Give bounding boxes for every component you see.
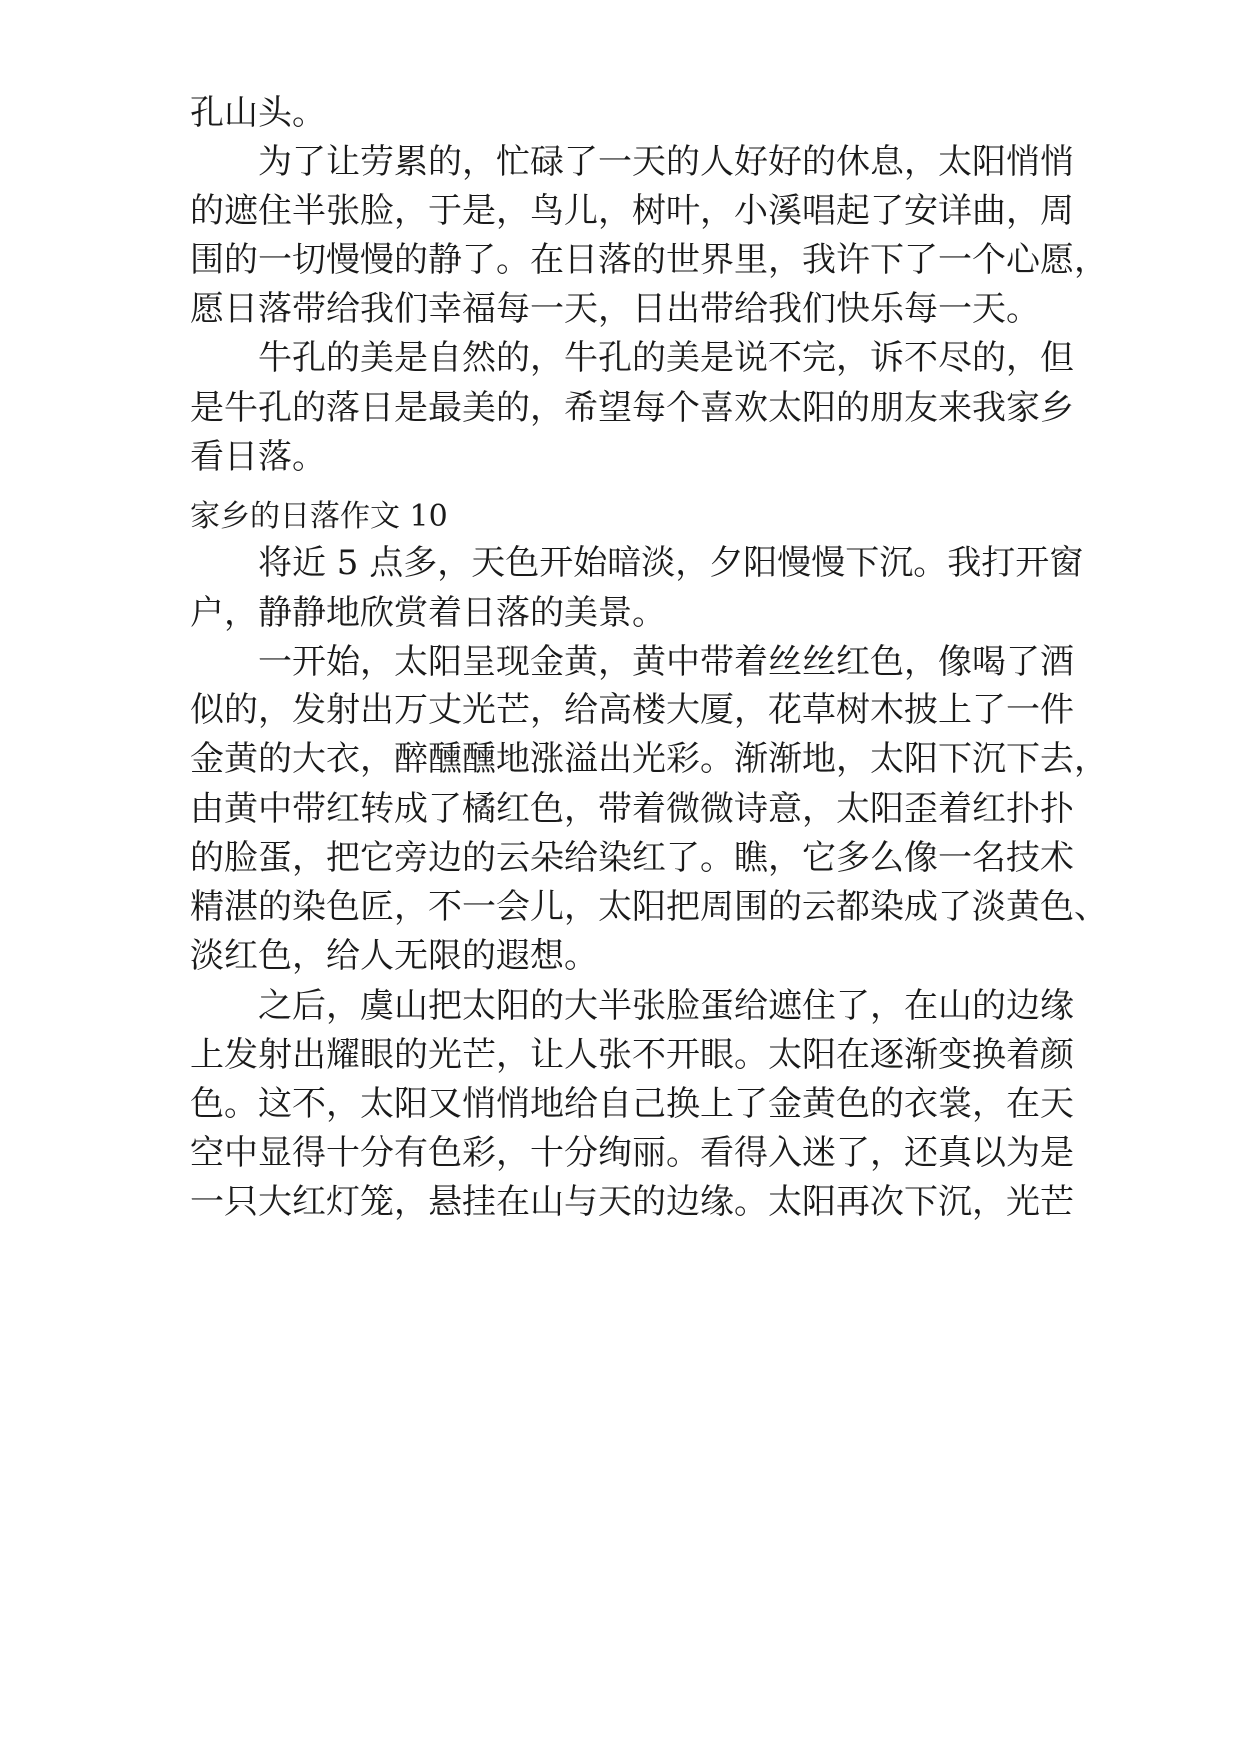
text-line: 一开始，太阳呈现金黄，黄中带着丝丝红色，像喝了酒 <box>258 642 1074 682</box>
text-line: 似的，发射出万丈光芒，给高楼大厦，花草树木披上了一件 <box>190 690 1074 730</box>
text-line: 由黄中带红转成了橘红色，带着微微诗意，太阳歪着红扑扑 <box>190 789 1074 829</box>
text-line: 上发射出耀眼的光芒，让人张不开眼。太阳在逐渐变换着颜 <box>190 1035 1074 1075</box>
text-line: 空中显得十分有色彩，十分绚丽。看得入迷了，还真以为是 <box>190 1133 1074 1173</box>
text-line: 牛孔的美是自然的，牛孔的美是说不完，诉不尽的，但 <box>258 338 1074 378</box>
text-line: 的脸蛋，把它旁边的云朵给染红了。瞧，它多么像一名技术 <box>190 838 1074 878</box>
text-line: 之后，虞山把太阳的大半张脸蛋给遮住了，在山的边缘 <box>258 986 1074 1026</box>
text-line: 为了让劳累的，忙碌了一天的人好好的休息，太阳悄悄 <box>258 142 1074 182</box>
text-line: 一只大红灯笼，悬挂在山与天的边缘。太阳再次下沉，光芒 <box>190 1182 1074 1222</box>
text-line: 金黄的大衣，醉醺醺地涨溢出光彩。渐渐地，太阳下沉下去， <box>190 739 1108 779</box>
text-line: 是牛孔的落日是最美的，希望每个喜欢太阳的朋友来我家乡 <box>190 388 1074 428</box>
text-line: 淡红色，给人无限的遐想。 <box>190 936 598 976</box>
text-line: 孔山头。 <box>190 93 326 133</box>
text-line: 愿日落带给我们幸福每一天，日出带给我们快乐每一天。 <box>190 289 1040 329</box>
text-line: 看日落。 <box>190 437 326 477</box>
text-line: 将近 5 点多，天色开始暗淡，夕阳慢慢下沉。我打开窗 <box>258 543 1084 583</box>
text-line: 围的一切慢慢的静了。在日落的世界里，我许下了一个心愿， <box>190 240 1108 280</box>
text-line: 户，静静地欣赏着日落的美景。 <box>190 593 666 633</box>
text-line: 精湛的染色匠，不一会儿，太阳把周围的云都染成了淡黄色、 <box>190 887 1108 927</box>
text-line: 的遮住半张脸，于是，鸟儿，树叶，小溪唱起了安详曲，周 <box>190 191 1074 231</box>
section-heading: 家乡的日落作文 10 <box>190 499 448 534</box>
text-line: 色。这不，太阳又悄悄地给自己换上了金黄色的衣裳，在天 <box>190 1084 1074 1124</box>
